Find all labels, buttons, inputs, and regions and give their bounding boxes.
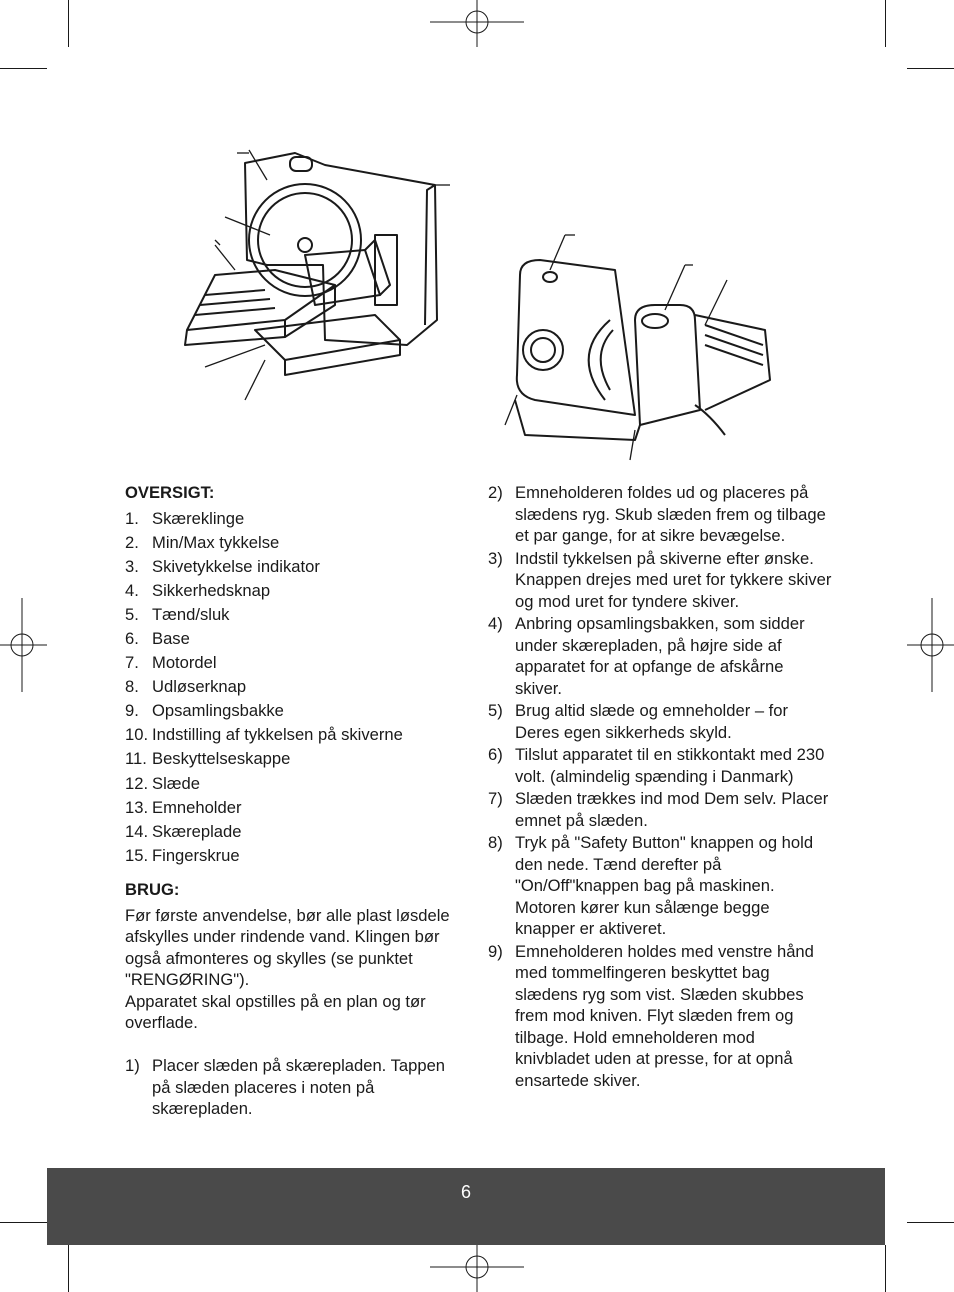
- step-item: 9) Emneholderen holdes med venstre hånd med tommelfingeren beskyttet bag slædens ryg som vist. Slæden skubbes frem mod kniven. Flyt slæden frem og tilbage. Hold emneholderen mod knivbladet uden at presse, for at opnå ensartede skiver.: [488, 941, 814, 1090]
- registration-mark-left: [0, 598, 47, 692]
- slicer-illustration-side: [495, 225, 780, 465]
- list-item: 11. Beskyttelseskappe: [125, 749, 291, 769]
- list-item: 6. Base: [125, 628, 190, 648]
- step-item: 8) Tryk på "Safety Button" knappen og hold den nede. Tænd derefter på "On/Off"knappen bag på maskinen. Motoren kører kun sålænge begge knapper er aktiveret.: [488, 833, 814, 938]
- step-item: 3) Indstil tykkelsen på skiverne efter ønske. Knappen drejes med uret for tykkere skiver og mod uret for tyndere skiver.: [488, 548, 832, 611]
- left-column: [125, 482, 465, 1121]
- step-item: 5) Brug altid slæde og emneholder – for Deres egen sikkerheds skyld.: [488, 701, 789, 742]
- list-item: 15. Fingerskrue: [125, 845, 240, 865]
- list-item: 5. Tænd/sluk: [125, 604, 230, 624]
- step-item: 6) Tilslut apparatet til en stikkontakt med 230 volt. (almindelig spænding i Danmark): [488, 745, 825, 786]
- registration-mark-right: [907, 598, 954, 692]
- right-column: [488, 482, 833, 1092]
- list-item: 3. Skivetykkelse indikator: [125, 556, 320, 576]
- list-item: 10. Indstilling af tykkelsen på skiverne: [125, 725, 403, 745]
- step-item: 1) Placer slæden på skærepladen. Tappen på slæden placeres i noten på skærepladen.: [125, 1056, 446, 1119]
- list-item: 1. Skæreklinge: [125, 508, 245, 528]
- list-item: 8. Udløserknap: [125, 677, 247, 697]
- crop-mark: [0, 68, 47, 69]
- crop-mark: [68, 1245, 69, 1292]
- list-item: 12. Slæde: [125, 773, 200, 793]
- usage-intro-1: Før første anvendelse, bør alle plast løsdele afskylles under rindende vand. Klingen bør også afmonteres og skylles (se punktet "RENGØRING").: [125, 905, 450, 990]
- crop-mark: [68, 0, 69, 47]
- list-item: 2. Min/Max tykkelse: [125, 532, 280, 552]
- step-item: 7) Slæden trækkes ind mod Dem selv. Placer emnet på slæden.: [488, 789, 829, 830]
- page-footer: [47, 1168, 885, 1245]
- list-item: 13. Emneholder: [125, 797, 242, 817]
- crop-mark: [0, 1222, 47, 1223]
- registration-mark-top: [430, 0, 524, 47]
- parts-list: [125, 508, 465, 867]
- usage-heading: BRUG:: [125, 880, 180, 900]
- step-item: 4) Anbring opsamlingsbakken, som sidder under skærepladen, på højre side af apparatet for at opfange de afskårne skiver.: [488, 614, 805, 698]
- step-item: 2) Emneholderen foldes ud og placeres på slædens ryg. Skub slæden frem og tilbage et par gange, for at sikre bevægelse.: [488, 483, 826, 545]
- page-number: 6: [460, 1182, 471, 1202]
- crop-mark: [885, 1245, 886, 1292]
- list-item: 9. Opsamlingsbakke: [125, 701, 284, 721]
- usage-intro-2: Apparatet skal opstilles på en plan og tør overflade.: [125, 991, 426, 1033]
- list-item: 14. Skæreplade: [125, 821, 242, 841]
- crop-mark: [907, 1222, 954, 1223]
- slicer-illustration-front: [175, 145, 465, 410]
- list-item: 7. Motordel: [125, 653, 217, 673]
- crop-mark: [885, 0, 886, 47]
- crop-mark: [907, 68, 954, 69]
- registration-mark-bottom: [430, 1245, 524, 1292]
- overview-heading: OVERSIGT:: [125, 483, 215, 502]
- list-item: 4. Sikkerhedsknap: [125, 580, 271, 600]
